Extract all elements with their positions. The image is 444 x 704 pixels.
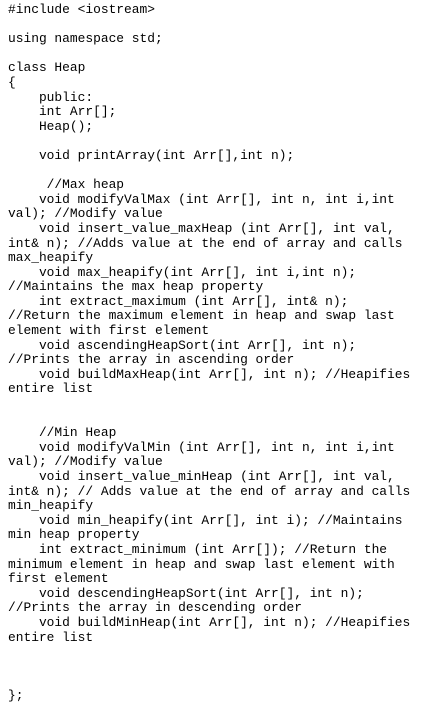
code-line: void buildMaxHeap(int Arr[], int n); //Heapifies xyxy=(8,366,411,382)
code-line: void min_heapify(int Arr[], int i); //Maintains xyxy=(8,512,403,528)
code-line: void max_heapify(int Arr[], int i,int n); xyxy=(8,264,357,280)
code-line xyxy=(8,164,438,179)
code-line: int Arr[]; xyxy=(8,104,117,120)
code-line: public: xyxy=(8,89,94,105)
code-line: }; xyxy=(8,687,24,703)
code-line: //Return the maximum element in heap and swap last xyxy=(8,308,395,324)
code-line: int& n); // Adds value at the end of array and calls xyxy=(8,483,411,499)
code-line: first element xyxy=(8,571,109,587)
code-line: val); //Modify value xyxy=(8,206,163,222)
code-line: entire list xyxy=(8,629,94,645)
code-line: Heap(); xyxy=(8,118,94,134)
code-line xyxy=(8,674,438,689)
code-line: val); //Modify value xyxy=(8,454,163,470)
code-line: //Max heap xyxy=(8,177,125,193)
code-line: { xyxy=(8,74,16,90)
code-line: using namespace std; xyxy=(8,31,163,47)
code-line: entire list xyxy=(8,381,94,397)
code-line: //Maintains the max heap property xyxy=(8,279,264,295)
code-line xyxy=(8,134,438,149)
code-line: minimum element in heap and swap last element with xyxy=(8,556,395,572)
code-line: void buildMinHeap(int Arr[], int n); //Heapifies xyxy=(8,614,411,630)
code-line xyxy=(8,645,438,660)
code-line: max_heapify xyxy=(8,250,94,266)
code-line xyxy=(8,18,438,33)
code-line: int extract_minimum (int Arr[]); //Return the xyxy=(8,541,388,557)
code-line: void ascendingHeapSort(int Arr[], int n); xyxy=(8,337,357,353)
code-line xyxy=(8,660,438,675)
code-line: void modifyValMax (int Arr[], int n, int i,int xyxy=(8,191,395,207)
code-line: void insert_value_minHeap (int Arr[], int val, xyxy=(8,469,395,484)
code-line: void descendingHeapSort(int Arr[], int n); xyxy=(8,585,364,601)
code-line: #include <iostream> xyxy=(8,2,155,17)
code-line: class Heap xyxy=(8,60,86,76)
code-line: //Prints the array in ascending order xyxy=(8,352,295,368)
code-line: void printArray(int Arr[],int n); xyxy=(8,147,295,163)
code-line: int& n); //Adds value at the end of array and calls xyxy=(8,235,403,251)
code-line: min_heapify xyxy=(8,498,94,514)
code-line: void insert_value_maxHeap (int Arr[], int val, xyxy=(8,220,395,236)
code-line: min heap property xyxy=(8,527,140,543)
code-line: void modifyValMin (int Arr[], int n, int i,int xyxy=(8,439,395,455)
code-line xyxy=(8,412,438,427)
code-line: //Prints the array in descending order xyxy=(8,600,302,616)
code-line xyxy=(8,397,438,412)
code-line: //Min Heap xyxy=(8,425,117,441)
code-line xyxy=(8,47,438,62)
code-line: element with first element xyxy=(8,323,210,339)
code-line: int extract_maximum (int Arr[], int& n); xyxy=(8,293,349,309)
